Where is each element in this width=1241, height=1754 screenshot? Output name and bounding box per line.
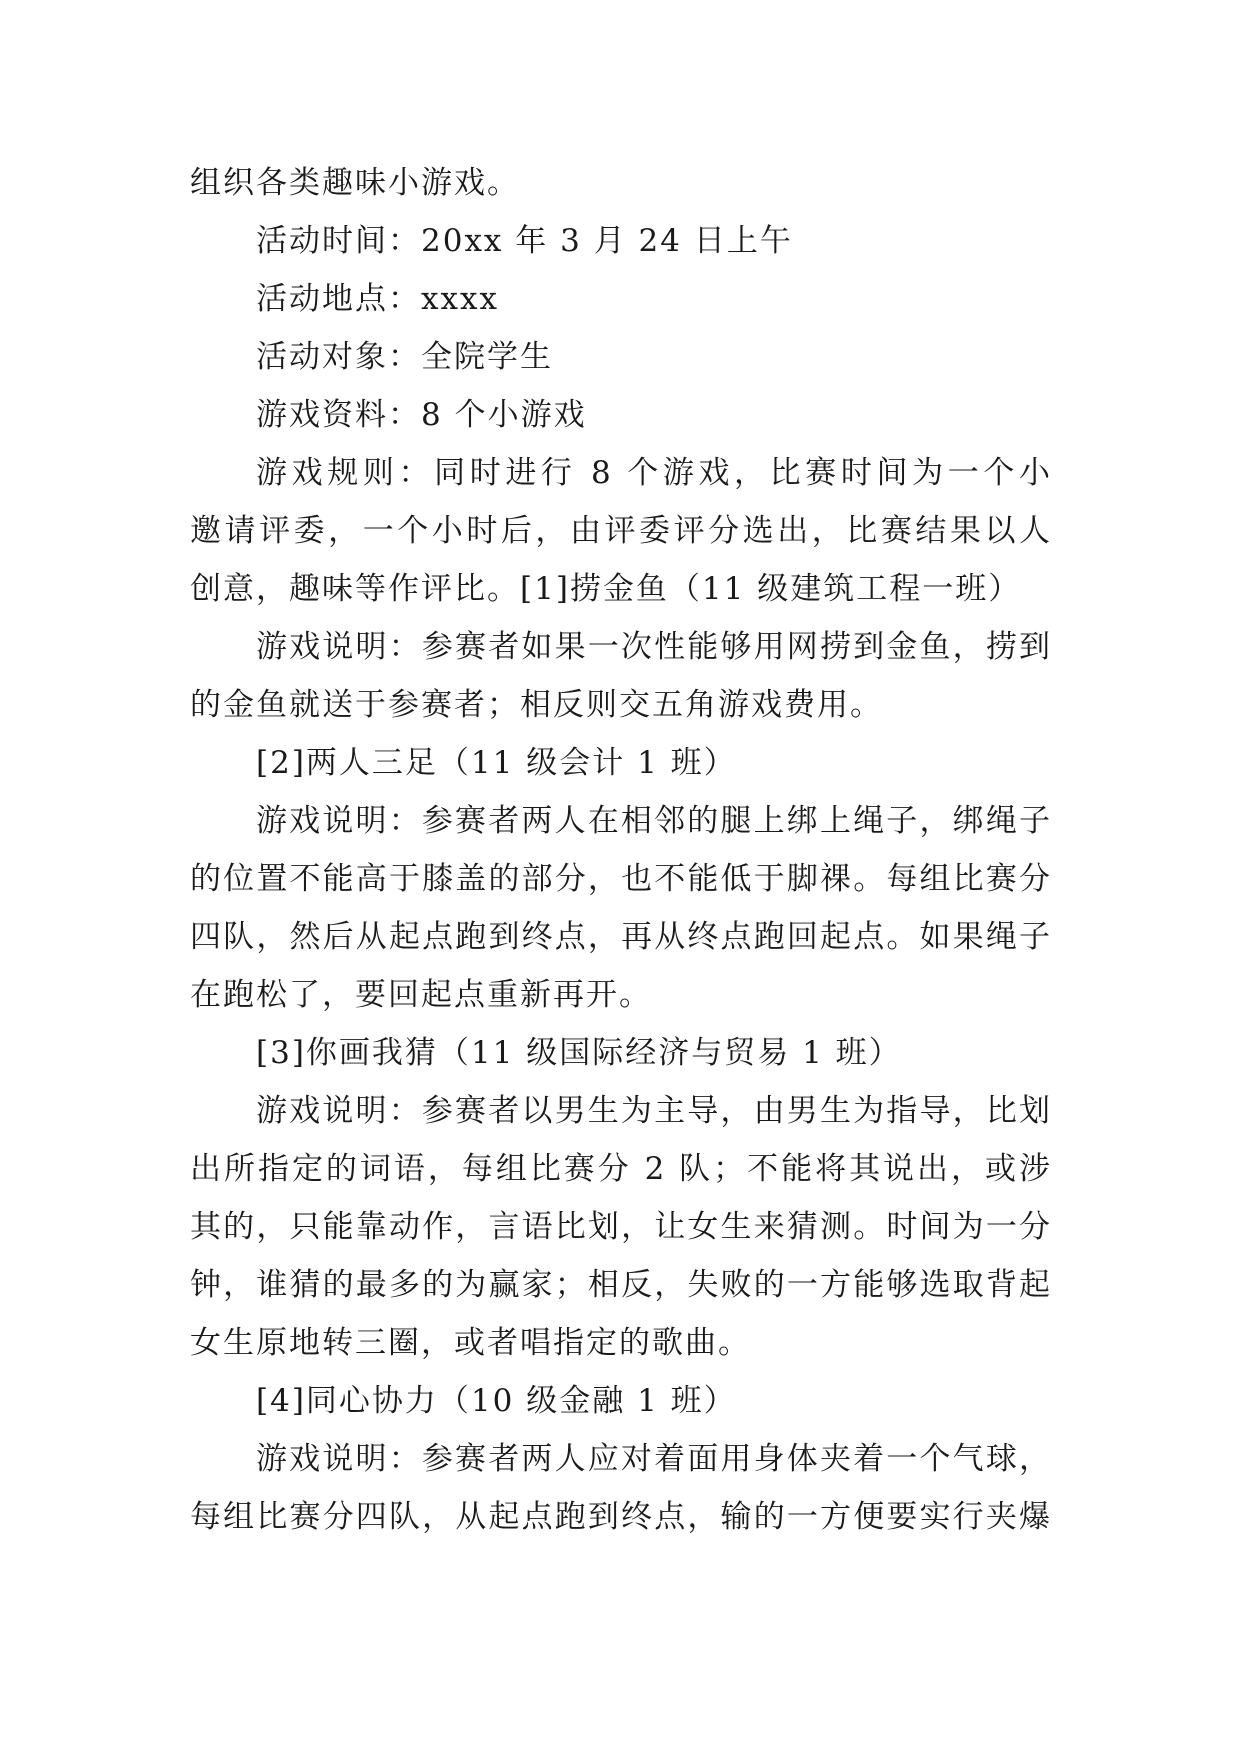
paragraph-line: 游戏说明：参赛者以男生为主导，由男生为指导，比划 <box>256 1093 1052 1129</box>
section-heading: [3]你画我猜（11 级国际经济与贸易 1 班） <box>256 1035 902 1071</box>
paragraph-line: 游戏说明：参赛者两人应对着面用身体夹着一个气球， <box>256 1441 1052 1477</box>
paragraph-line: 游戏说明：参赛者两人在相邻的腿上绑上绳子，绑绳子 <box>256 803 1052 839</box>
paragraph-line: 女生原地转三圈，或者唱指定的歌曲。 <box>190 1325 751 1361</box>
paragraph-line: 钟，谁猜的最多的为赢家；相反，失败的一方能够选取背起 <box>190 1267 1052 1303</box>
paragraph-line: 每组比赛分四队，从起点跑到终点，输的一方便要实行夹爆 <box>190 1499 1052 1535</box>
paragraph-line: 活动地点：xxxx <box>256 281 499 317</box>
paragraph-line: 创意，趣味等作评比。[1]捞金鱼（11 级建筑工程一班） <box>190 571 1022 607</box>
paragraph-line: 游戏说明：参赛者如果一次性能够用网捞到金鱼，捞到 <box>256 629 1052 665</box>
paragraph-line: 组织各类趣味小游戏。 <box>190 165 520 201</box>
document-body <box>190 154 1052 1546</box>
section-heading: [4]同心协力（10 级金融 1 班） <box>256 1383 737 1419</box>
paragraph-line: 其的，只能靠动作，言语比划，让女生来猜测。时间为一分 <box>190 1209 1052 1245</box>
paragraph-line: 邀请评委，一个小时后，由评委评分选出，比赛结果以人 <box>190 513 1052 549</box>
paragraph-line: 游戏规则：同时进行 8 个游戏，比赛时间为一个小 <box>256 455 1052 491</box>
paragraph-line: 出所指定的词语，每组比赛分 2 队；不能将其说出，或涉 <box>190 1151 1052 1187</box>
paragraph-line: 四队，然后从起点跑到终点，再从终点跑回起点。如果绳子 <box>190 919 1052 955</box>
section-heading: [2]两人三足（11 级会计 1 班） <box>256 745 737 781</box>
paragraph-line: 活动时间：20xx 年 3 月 24 日上午 <box>256 223 793 259</box>
paragraph-line: 游戏资料：8 个小游戏 <box>256 397 587 433</box>
paragraph-line: 活动对象：全院学生 <box>256 339 553 375</box>
paragraph-line: 的金鱼就送于参赛者；相反则交五角游戏费用。 <box>190 687 883 723</box>
paragraph-line: 在跑松了，要回起点重新再开。 <box>190 977 652 1013</box>
paragraph-line: 的位置不能高于膝盖的部分，也不能低于脚祼。每组比赛分 <box>190 861 1052 897</box>
